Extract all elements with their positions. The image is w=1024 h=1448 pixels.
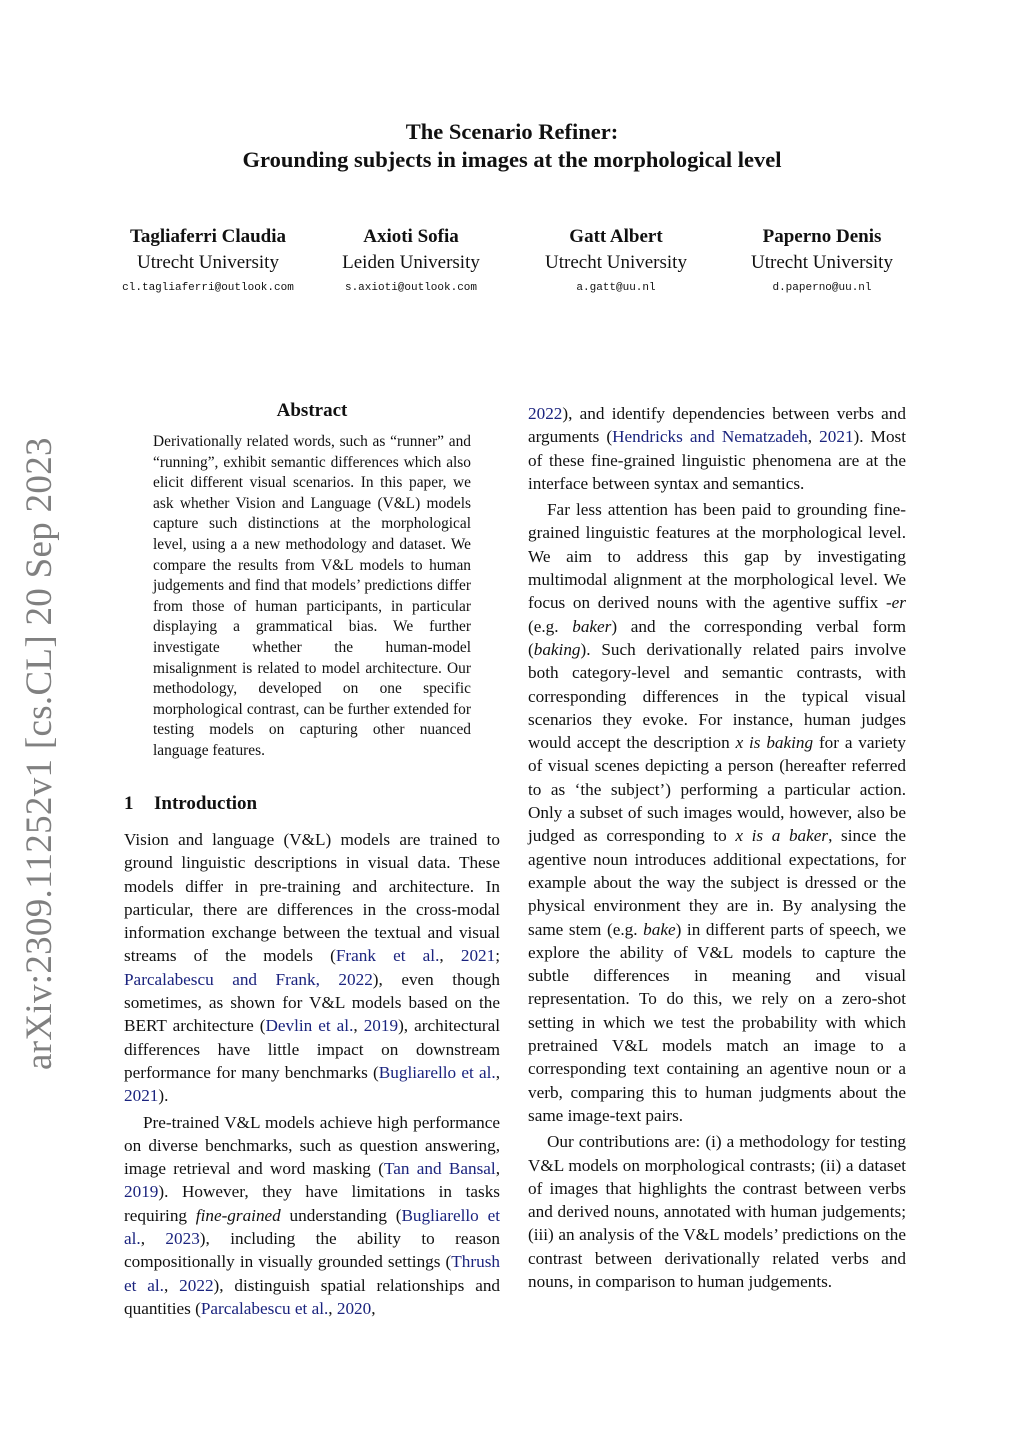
author-name: Tagliaferri Claudia [129,226,287,247]
citation-link[interactable]: 2021 [124,1086,159,1106]
citation-link[interactable]: 2019 [124,1182,159,1202]
citation-link[interactable]: Tan and Bansal [383,1159,496,1179]
left-column [124,828,500,1320]
author-name: Axioti Sofia [363,226,459,247]
author-affiliation: Utrecht University [545,252,687,273]
citation-link[interactable]: 2023 [165,1229,200,1249]
section-heading [124,793,257,815]
citation-link[interactable]: 2022 [528,404,563,423]
paragraph: Our contributions are: (i) a methodology for testing V&L models on morphological contrasts; (ii) a dataset of images that highlights the contrast between verbs and derived nouns, annotated with human judgements; (iii) an analysis of the V&L models’ predictions on the contrast between derivationally related verbs and nouns, in comparison to human judgements. [528,1132,906,1291]
abstract-text: Derivationally related words, such as “runner” and “running”, exhibit semantic differences which also elicit different visual scenarios. In this paper, we ask whether Vision and Language (V&L) models capture such distinctions at the morphological level, using a a new methodology and dataset. We compare the results from V&L models to human judgements and find that models’ predictions differ from those of human participants, in particular displaying a grammatical bias. We further investigate whether the human-model misalignment is related to model architecture. Our methodology, developed on one specific morphological contrast, can be further extended for testing models on capturing other nuanced language features. [153,433,471,759]
citation-link[interactable]: Hendricks and Nematzadeh [612,427,808,447]
abstract-heading: Abstract [276,400,348,421]
author-3 [506,224,726,301]
author-2 [301,224,521,301]
paragraph: Vision and language (V&L) models are trained to ground linguistic descriptions in visual data. These models differ in pre-training and architecture. In particular, there are differences in the cross-modal information exchange between the textual and visual streams of the models (Frank et al., 2021; Parcalabescu and Frank, 2022), even though sometimes, as shown for V&L models based on the BERT architecture (Devlin et al., 2019), architectural differences have little impact on downstream performance for many benchmarks (Bugliarello et al., 2021). [124,830,501,1106]
citation-link[interactable]: Parcalabescu et al. [200,1298,329,1318]
citation-link[interactable]: 2022 [179,1275,214,1295]
citation-link[interactable]: Parcalabescu and Frank, 2022 [124,969,373,989]
author-block [0,224,1024,304]
paragraph: Pre-trained V&L models achieve high performance on diverse benchmarks, such as question answering, image retrieval and word masking (Tan and Bansal, 2019). However, they have limitations in tasks requiring fine-grained understanding (Bugliarello et al., 2023), including the ability to reason compositionally in visually grounded settings (Thrush et al., 2022), distinguish spatial relationships and quantities (Parcalabescu et al., 2020, [124,1112,501,1318]
author-email: d.paperno@uu.nl [772,282,872,294]
citation-link[interactable]: Thrush et al. [124,1252,500,1295]
citation-link[interactable]: Bugliarello et al. [124,1205,500,1249]
citation-link[interactable]: 2021 [819,427,854,447]
author-email: s.axioti@outlook.com [344,282,478,294]
section-title: Introduction [154,793,258,814]
citation-link[interactable]: Bugliarello et al. [378,1062,496,1082]
title-line-2: Grounding subjects in images at the morphological level [242,147,782,172]
citation-link[interactable]: Frank et al. [335,946,440,966]
title-line-1: The Scenario Refiner: [405,119,619,144]
author-affiliation: Leiden University [342,252,480,273]
author-email: cl.tagliaferri@outlook.com [122,282,294,294]
citation-link[interactable]: 2021 [460,946,496,966]
author-email: a.gatt@uu.nl [576,282,656,294]
paragraph: 2022), and identify dependencies between verbs and arguments (Hendricks and Nematzadeh, 2021). Most of these fine-grained linguistic phenomena are at the interface between syntax and semantics. [528,404,907,493]
author-name: Gatt Albert [569,226,663,247]
author-affiliation: Utrecht University [137,252,279,273]
section-number: 1 [124,793,134,814]
arxiv-identifier: arXiv:2309.11252v1 [cs.CL] 20 Sep 2023 [19,437,60,1070]
right-column [528,402,906,1293]
author-1 [98,224,318,301]
author-name: Paperno Denis [762,226,882,247]
citation-link[interactable]: 2020 [336,1298,372,1318]
author-4 [712,224,932,301]
citation-link[interactable]: Devlin et al. [265,1016,354,1036]
citation-link[interactable]: 2019 [363,1016,399,1036]
paper-title [0,118,1024,174]
paragraph: Far less attention has been paid to grounding fine-grained linguistic features at the morphological level. We aim to address this gap by investigating multimodal alignment at the morphological level. We focus on derived nouns with the agentive suffix -er (e.g. baker) and the corresponding verbal form (baking). Such derivationally related pairs involve both category-level and semantic contrasts, with corresponding differences in the typical visual scenarios they evoke. For instance, human judges would accept the description x is baking for a variety of visual scenes depicting a person (hereafter referred to as ‘the subject’) performing a particular action. Only a subset of such images would, however, also be judged as corresponding to x is a baker, since the agentive noun introduces additional expectations, for example about the way the subject is dressed or the physical environment they are in. By analysing the same stem (e.g. bake) in different parts of speech, we explore the ability of V&L models to capture the subtle differences in meaning and visual representation. To do this, we rely on a zero-shot setting in which we test the probability with which pretrained V&L models match an image to a corresponding text containing an agentive noun or a verb, comparing this to human judgments about the same image-text pairs. [528,500,907,1125]
author-affiliation: Utrecht University [751,252,893,273]
